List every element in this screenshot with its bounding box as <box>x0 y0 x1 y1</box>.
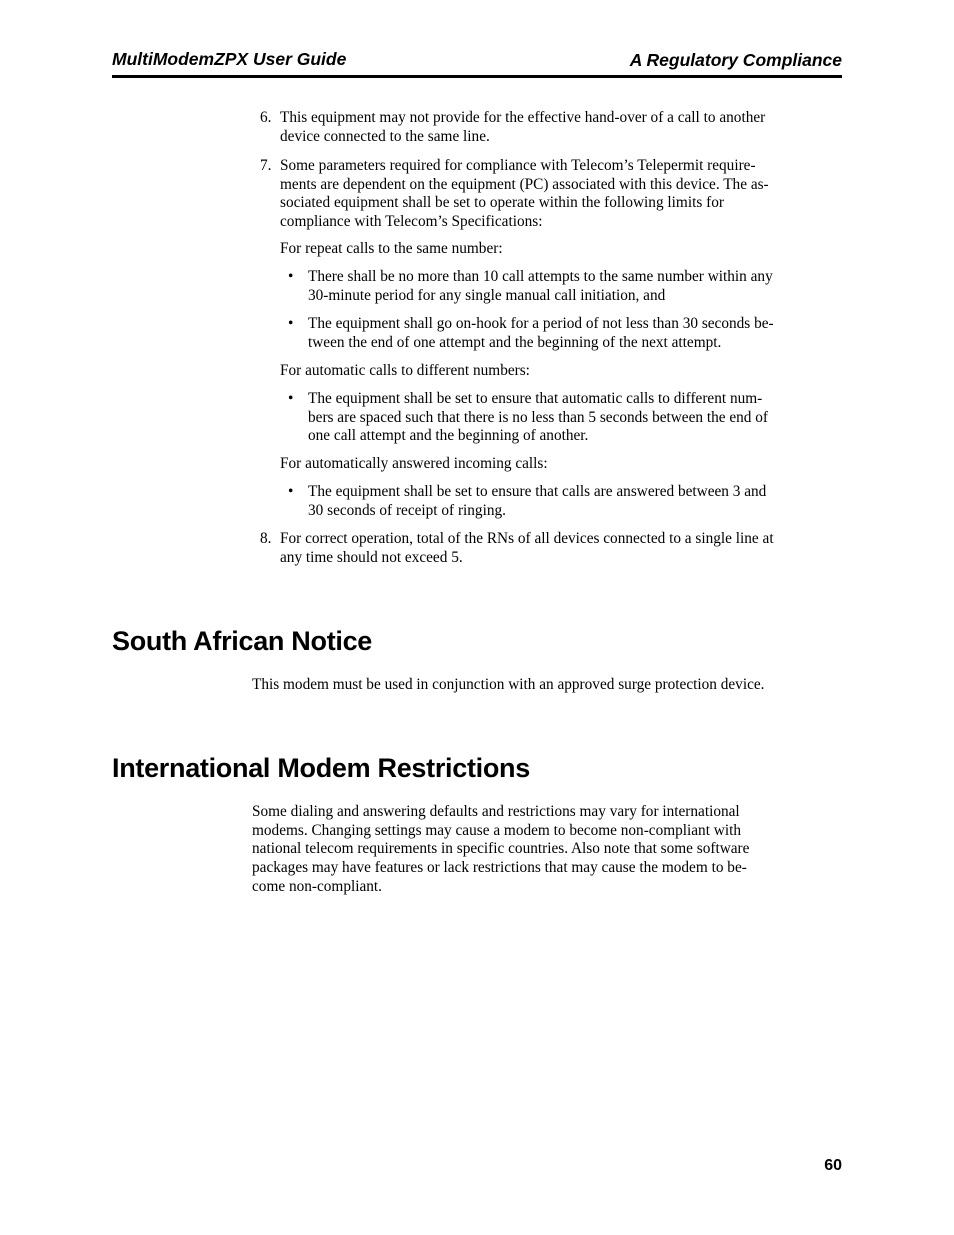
page-header <box>112 47 842 78</box>
section-paragraph <box>252 803 842 897</box>
list-number: 8. <box>260 530 272 547</box>
text-line: sociated equipment shall be set to operate within the following limits for <box>280 194 724 212</box>
bullet-icon: • <box>288 390 294 407</box>
text-line: national telecom requirements in specific countries. Also note that some software <box>252 840 750 858</box>
text-line: The equipment shall be set to ensure that calls are answered between 3 and <box>308 483 767 500</box>
intro-text: For automatically answered incoming calls: <box>280 455 548 472</box>
page-number: 60 <box>824 1157 842 1174</box>
bullet-icon: • <box>288 483 294 500</box>
text-line: one call attempt and the beginning of another. <box>308 427 589 445</box>
text-line: This modem must be used in conjunction with an approved surge protection device. <box>252 676 765 693</box>
bullet-text <box>308 315 842 352</box>
bullet-text <box>308 268 842 305</box>
bullet-icon: • <box>288 315 294 332</box>
bullet-icon: • <box>288 268 294 285</box>
text-line: For correct operation, total of the RNs of all devices connected to a single line at <box>280 530 774 547</box>
text-line: The equipment shall be set to ensure that automatic calls to different num- <box>308 390 763 407</box>
list-item-text <box>280 109 842 146</box>
bullet-text <box>308 483 842 520</box>
section-paragraph <box>252 676 842 695</box>
text-line: packages may have features or lack restrictions that may cause the modem to be- <box>252 859 747 877</box>
text-line: There shall be no more than 10 call attempts to the same number within any <box>308 268 773 285</box>
document-title: MultiModemZPX User Guide <box>112 49 347 69</box>
intro-text: For repeat calls to the same number: <box>280 240 503 257</box>
text-line: come non-compliant. <box>252 877 382 895</box>
list-number: 6. <box>260 109 272 126</box>
intro-text: For automatic calls to different numbers: <box>280 362 530 379</box>
section-heading-international-modem-restrictions: International Modem Restrictions <box>112 753 530 783</box>
text-line: bers are spaced such that there is no less than 5 seconds between the end of <box>308 408 769 426</box>
text-line: tween the end of one attempt and the beginning of the next attempt. <box>308 333 722 351</box>
bullet-text <box>308 390 842 446</box>
text-line: This equipment may not provide for the effective hand-over of a call to another <box>280 109 766 126</box>
section-heading-south-african-notice: South African Notice <box>112 626 373 656</box>
text-line: 30 seconds of receipt of ringing. <box>308 501 506 519</box>
text-line: compliance with Telecom’s Specifications: <box>280 213 543 231</box>
text-line: The equipment shall go on-hook for a period of not less than 30 seconds be- <box>308 315 774 332</box>
list-item-text <box>280 530 842 567</box>
text-line: device connected to the same line. <box>280 127 490 145</box>
text-line: modems. Changing settings may cause a modem to become non-compliant with <box>252 821 741 839</box>
text-line: any time should not exceed 5. <box>280 548 463 566</box>
text-line: ments are dependent on the equipment (PC) associated with this device. The as- <box>280 175 769 193</box>
list-item-text <box>280 157 842 232</box>
text-line: 30-minute period for any single manual call initiation, and <box>308 286 666 304</box>
list-number: 7. <box>260 157 272 174</box>
text-line: Some parameters required for compliance with Telecom’s Telepermit require- <box>280 157 756 174</box>
text-line: Some dialing and answering defaults and restrictions may vary for international <box>252 803 740 820</box>
section-title: A Regulatory Compliance <box>629 50 842 70</box>
